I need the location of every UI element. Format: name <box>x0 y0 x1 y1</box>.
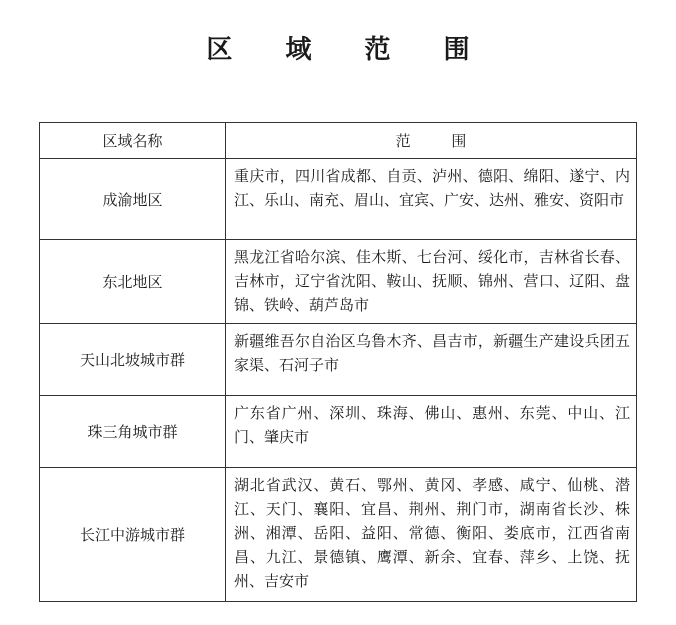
header-scope: 范 围 <box>226 123 637 159</box>
region-name-cell: 长江中游城市群 <box>40 468 226 602</box>
document-title: 区 域 范 围 <box>206 35 492 65</box>
table-row <box>40 159 637 240</box>
region-scope-cell: 广东省广州、深圳、珠海、佛山、惠州、东莞、中山、江门、肇庆市 <box>226 396 637 468</box>
header-region-name: 区域名称 <box>40 123 226 159</box>
region-name-cell: 珠三角城市群 <box>40 396 226 468</box>
table-row <box>40 468 637 602</box>
region-scope-cell: 黑龙江省哈尔滨、佳木斯、七台河、绥化市，吉林省长春、吉林市，辽宁省沈阳、鞍山、抚顺、锦州、营口、辽阳、盘锦、铁岭、葫芦岛市 <box>226 240 637 324</box>
region-scope-cell: 新疆维吾尔自治区乌鲁木齐、昌吉市，新疆生产建设兵团五家渠、石河子市 <box>226 324 637 396</box>
table-row <box>40 324 637 396</box>
region-name-cell: 天山北坡城市群 <box>40 324 226 396</box>
region-scope-cell: 湖北省武汉、黄石、鄂州、黄冈、孝感、咸宁、仙桃、潜江、天门、襄阳、宜昌、荆州、荆门市，湖南省长沙、株洲、湘潭、岳阳、益阳、常德、衡阳、娄底市，江西省南昌、九江、景德镇、鹰潭、新余、宜春、萍乡、上饶、抚州、吉安市 <box>226 468 637 602</box>
table-row <box>40 240 637 324</box>
region-table <box>39 122 637 602</box>
region-scope-cell: 重庆市，四川省成都、自贡、泸州、德阳、绵阳、遂宁、内江、乐山、南充、眉山、宜宾、广安、达州、雅安、资阳市 <box>226 159 637 240</box>
region-name-cell: 东北地区 <box>40 240 226 324</box>
table-row <box>40 396 637 468</box>
table-header-row <box>40 123 637 159</box>
region-name-cell: 成渝地区 <box>40 159 226 240</box>
